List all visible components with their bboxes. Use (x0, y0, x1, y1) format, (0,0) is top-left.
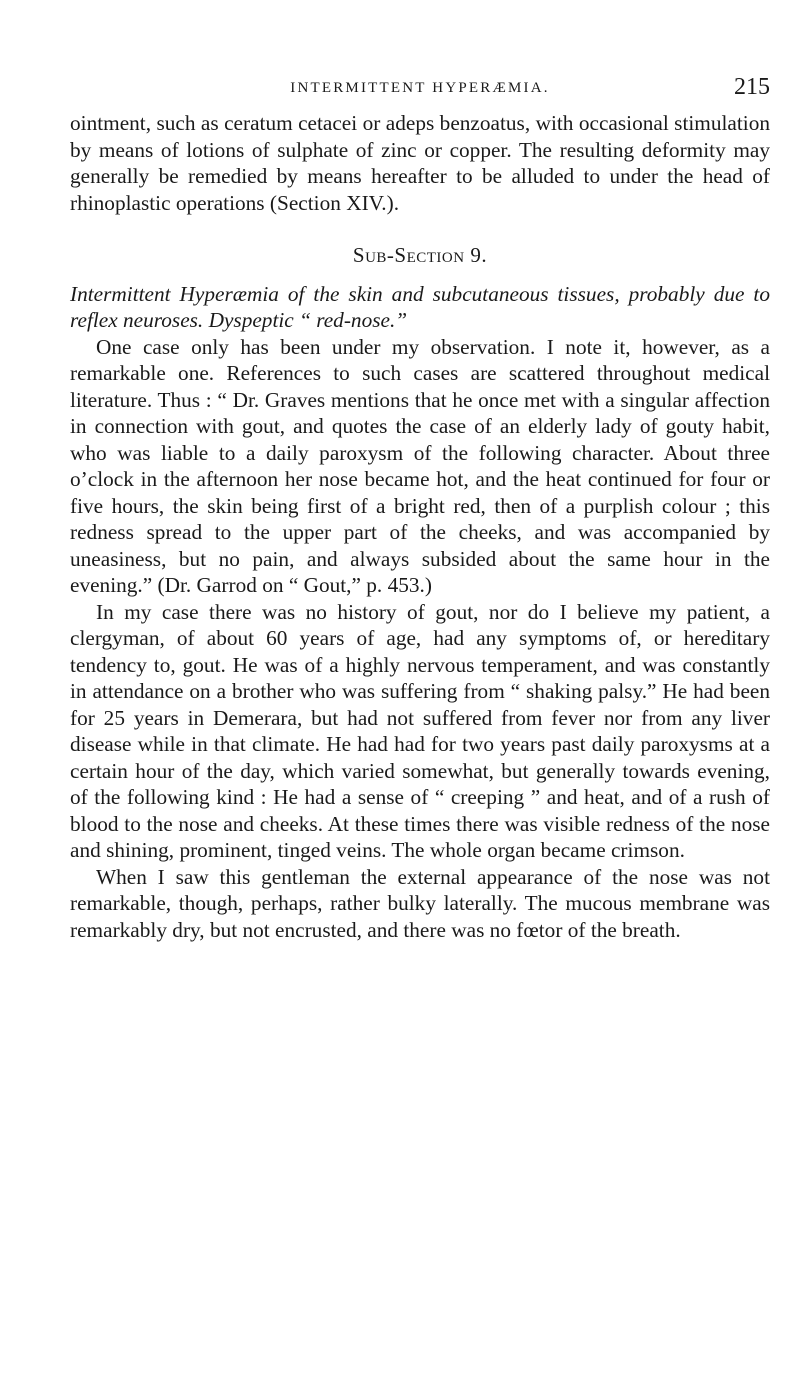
paragraph-case-intro: One case only has been under my observation. I note it, however, as a remarkable one. References to such cases are scattered throughout medical literature. Thus : “ Dr. Graves mentions that he once met with a singular affection in connection with gout, and quotes the case of an elderly lady of gouty habit, who was liable to a daily paroxysm of the following character. About three o’clock in the afternoon her nose became hot, and the heat continued for four or five hours, the skin being first of a bright red, then of a purplish colour ; this redness spread to the upper part of the cheeks, and was accompanied by uneasiness, but no pain, and always subsided about the same hour in the evening.” (Dr. Garrod on “ Gout,” p. 453.) (70, 334, 770, 597)
page-number: 215 (734, 74, 770, 100)
running-title: INTERMITTENT HYPERÆMIA. (290, 80, 550, 96)
paragraph-examination: When I saw this gentleman the external appearance of the nose was not remarkable, though, perhaps, rather bulky laterally. The mucous membrane was remarkably dry, but not encrusted, and there was no fœtor of the breath. (70, 864, 770, 942)
section-subtitle: Intermittent Hyperæmia of the skin and subcutaneous tissues, probably due to reflex neuroses. Dyspeptic “ red-nose.” (70, 281, 770, 332)
paragraph-case-history: In my case there was no history of gout, nor do I believe my patient, a clergyman, of about 60 years of age, had any symptoms of, or hereditary tendency to, gout. He was of a highly nervous temperament, and was constantly in attendance on a brother who was suffering from “ shaking palsy.” He had been for 25 years in Demerara, but had not suffered from fever nor from any liver disease while in that climate. He had had for two years past daily paroxysms at a certain hour of the day, which varied somewhat, but generally towards evening, of the following kind : He had a sense of “ creeping ” and heat, and of a rush of blood to the nose and cheeks. At these times there was visible redness of the nose and shining, prominent, tinged veins. The whole organ became crimson. (70, 599, 770, 862)
paragraph-continuation: ointment, such as ceratum cetacei or adeps benzoatus, with occasional stimulation by means of lotions of sulphate of zinc or copper. The resulting deformity may generally be remedied by means hereafter to be alluded to under the head of rhinoplastic operations (Section XIV.). (70, 111, 770, 215)
body-text (70, 110, 770, 943)
running-head (70, 74, 770, 104)
section-heading: Sub-Section 9. (352, 243, 488, 267)
